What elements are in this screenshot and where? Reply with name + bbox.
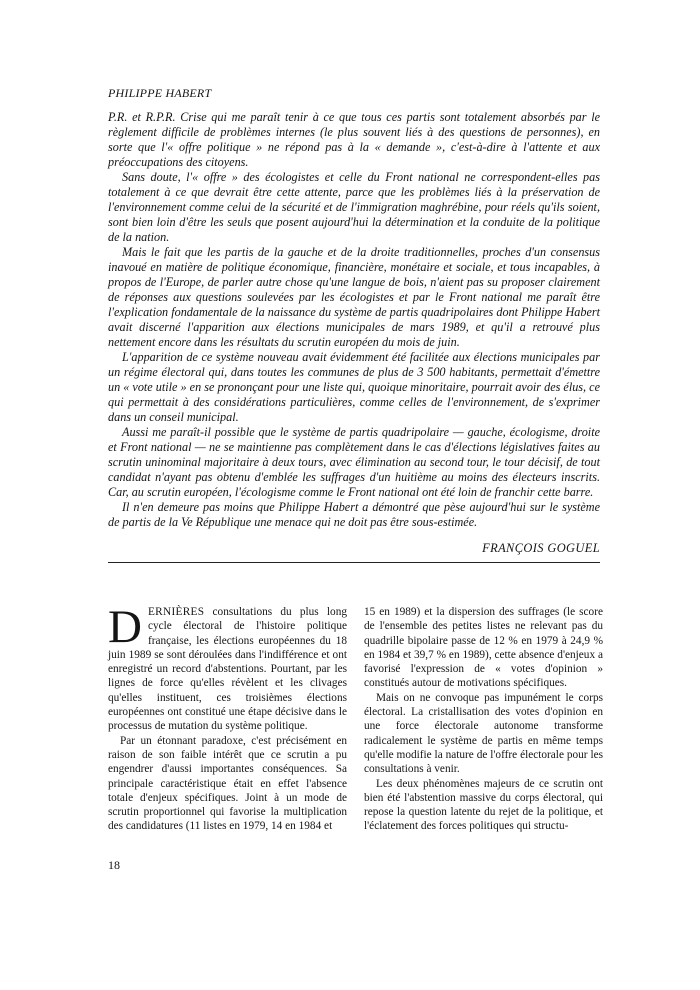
drop-cap: D	[108, 601, 142, 653]
preface-paragraph-2: Sans doute, l'« offre » des écologistes et celle du Front national ne correspondent-elles pas totalement à ce que devrait être cette attente, parce que les problèmes liés à la préservation de l'environnement comme celui de la sécurité et de l'immigration maghrébine, pour réels qu'ils soient, sont bien loin d'être les seuls que posent aujourd'hui la détermination et la conduite de la politique de la nation.	[108, 170, 600, 244]
preface-paragraph-5: Aussi me paraît-il possible que le système de partis quadripolaire — gauche, écologisme, droite et Front national — ne se maintienne pas complètement dans le cas d'élections législatives faites au scrutin uninominal majoritaire à deux tours, avec élimination au second tour, le tour décisif, de tout candidat n'ayant pas obtenu d'emblée les suffrages d'un huitième au moins des électeurs inscrits. Car, au scrutin européen, l'écologisme comme le Front national ont été loin de franchir cette barre.	[108, 425, 600, 499]
article-column-left	[108, 601, 347, 834]
section-divider	[108, 562, 600, 563]
preface-paragraph-1: P.R. et R.P.R. Crise qui me paraît tenir à ce que tous ces partis sont totalement absorbés par le règlement difficile de problèmes internes (le plus souvent liés à des questions de personnes), en sorte que l'« offre politique » ne répond pas à la « demande », c'est-à-dire à l'attente et aux préoccupations des citoyens.	[108, 110, 600, 169]
article-paragraph-1	[108, 601, 347, 734]
page-number: 18	[108, 858, 120, 872]
preface-paragraph-3: Mais le fait que les partis de la gauche et de la droite traditionnelles, proches d'un consensus inavoué en matière de politique économique, financière, monétaire et sociale, et tous incapables, à propos de l'Europe, de parler autre chose qu'une langue de bois, n'aient pas su proposer clairement de réponses aux questions soulevées par les écologistes et par le Front national me paraît être l'explication fondamentale de la naissance du système de partis quadripolaires dont Philippe Habert avait discerné l'apparition aux élections municipales de mars 1989, et qu'il a retrouvé plus nettement encore dans les résultats du scrutin européen du mois de juin.	[108, 245, 600, 349]
article-paragraph-4: Mais on ne convoque pas impunément le corps électoral. La cristallisation des votes d'opinion en une force électorale autonome transforme radicalement le système de partis en même temps qu'elle modifie la nature de l'offre électorale pour les consultations à venir.	[364, 691, 603, 776]
preface-signature: FRANÇOIS GOGUEL	[482, 541, 600, 555]
preface-text	[108, 110, 600, 530]
preface-paragraph-6: Il n'en demeure pas moins que Philippe Habert a démontré que pèse aujourd'hui sur le système de partis de la Ve République une menace qui ne doit pas être sous-estimée.	[108, 500, 600, 529]
preface-paragraph-4: L'apparition de ce système nouveau avait évidemment été facilitée aux élections municipales par un régime électoral qui, dans toutes les communes de plus de 3 500 habitants, permettait d'émettre un « vote utile » en se prononçant pour une liste qui, quoique minoritaire, pourrait avoir des élus, ce qui permettait à des considérations particulières, comme celles de l'environnement, de s'exprimer dans un conseil municipal.	[108, 350, 600, 424]
article-column-right	[364, 605, 603, 834]
article-paragraph-1-text: consultations du plus long cycle électoral de l'histoire politique française, les élections européennes du 18 juin 1989 se sont déroulées dans l'indifférence et ont enregistré un record d'abstentions. Pourtant, par les lignes de force qu'elles révèlent et les clivages qu'elles instituent, ces troisièmes élections européennes ont constitué une étape décisive dans le processus de mutation du système politique.	[108, 606, 347, 733]
opening-smallcaps: ERNIÈRES	[147, 606, 205, 618]
article-paragraph-2: Par un étonnant paradoxe, c'est précisément en raison de son faible intérêt que ce scrutin a pu engendrer d'aussi importantes conséquences. Sa principale caractéristique était en effet l'absence totale d'enjeux spécifiques. Joint à un mode de scrutin proportionnel qui favorise la multiplication des candidatures (11 listes en 1979, 14 en 1984 et	[108, 734, 347, 833]
article-paragraph-5: Les deux phénomènes majeurs de ce scrutin ont bien été l'abstention massive du corps électoral, qui repose la question latente du rejet de la politique, et l'éclatement des forces politiques qui structu-	[364, 777, 603, 833]
running-header-author: PHILIPPE HABERT	[108, 86, 212, 100]
article-paragraph-3: 15 en 1989) et la dispersion des suffrages (le score de l'ensemble des petites listes ne relevant pas du quadrille bipolaire passe de 12 % en 1979 à 24,9 % en 1984 et 39,7 % en 1989), cette absence d'enjeux a favorisé l'expression de « votes d'opinion » constitués autour de motivations spécifiques.	[364, 606, 603, 690]
